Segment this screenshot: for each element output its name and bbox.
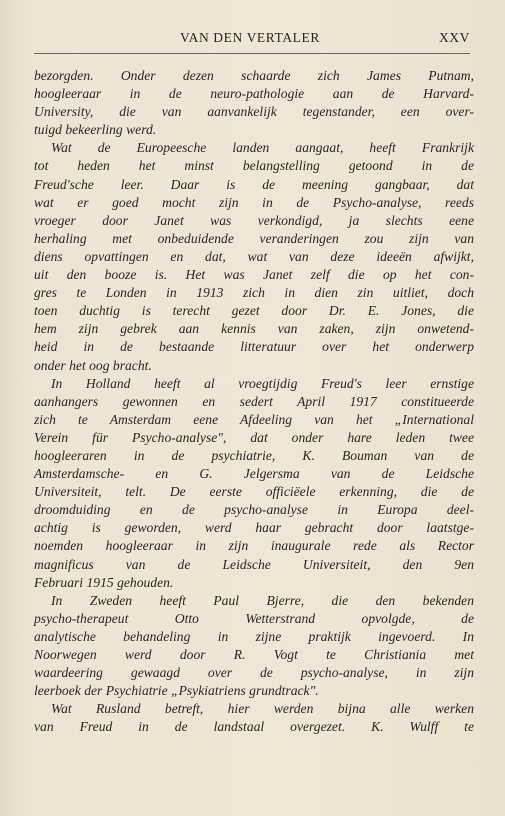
text-line: hoogleeraren in de psychiatrie, K. Bouman van de: [34, 447, 474, 463]
body-text: [34, 67, 474, 736]
text-line: wat er goed mocht zijn in de Psycho-analyse, reeds: [34, 194, 474, 210]
text-line: toen duchtig is terecht gezet door Dr. E. Jones, die: [34, 303, 474, 319]
text-line: zich te Amsterdam eene Afdeeling van het „International: [34, 411, 474, 427]
text-line: aanhangers gewonnen en sedert April 1917 constitueerde: [34, 393, 474, 409]
text-line: Noorwegen werd door R. Vogt te Christiania met: [34, 647, 474, 662]
text-line: tot heden het minst belangstelling getoond in de: [34, 158, 474, 174]
text-line: diens opvattingen en dat, wat van deze ideeën afwijkt,: [34, 248, 474, 264]
text-line: bezorgden. Onder dezen schaarde zich James Putnam,: [34, 68, 474, 83]
text-line: herhaling met onbeduidende veranderingen zou zijn van: [34, 230, 474, 246]
text-line: In Zweden heeft Paul Bjerre, die den bekenden: [51, 592, 474, 608]
text-line: uit den booze is. Het was Janet zelf die op het con-: [34, 267, 474, 283]
text-line: leerboek der Psychiatrie „Psykiatriens grundtrack".: [34, 683, 319, 699]
text-line: van Freud in de landstaal overgezet. K. Wulff te: [34, 719, 474, 735]
text-line: gres te Londen in 1913 zich in dien zin uitliet, doch: [34, 285, 474, 301]
text-line: magnificus van de Leidsche Universiteit, den 9en: [34, 556, 474, 572]
text-line: Amsterdamsche- en G. Jelgersma van de Leidsche: [34, 466, 474, 482]
text-line: achtig is geworden, werd haar gebracht door laatstge-: [34, 520, 474, 536]
running-title: VAN DEN VERTALER: [180, 30, 320, 45]
page-number: XXV: [438, 30, 470, 45]
text-line: Wat Rusland betreft, hier werden bijna alle werken: [51, 701, 474, 717]
text-line: In Holland heeft al vroegtijdig Freud's leer ernstige: [51, 375, 474, 391]
text-line: noemden hoogleeraar in zijn inaugurale rede als Rector: [34, 538, 474, 554]
text-line: vroeger door Janet was verkondigd, ja slechts eene: [34, 212, 474, 228]
text-line: Wat de Europeesche landen aangaat, heeft Frankrijk: [51, 140, 474, 156]
text-line: tuigd bekeerling werd.: [34, 122, 157, 138]
text-line: Februari 1915 gehouden.: [34, 574, 174, 590]
text-line: heid in de bestaande litteratuur over het onderwerp: [34, 339, 474, 355]
text-line: Freud'sche leer. Daar is de meening gangbaar, dat: [34, 176, 474, 192]
text-line: hoogleeraar in de neuro-pathologie aan de Harvard-: [34, 86, 474, 102]
text-line: psycho-therapeut Otto Wetterstrand opvolgde, de: [34, 610, 474, 626]
header-rule: [34, 53, 470, 54]
text-line: droomduiding en de psycho-analyse in Europa deel-: [34, 502, 474, 518]
text-line: hem zijn gebrek aan kennis van zaken, zijn onwetend-: [34, 321, 474, 337]
text-line: analytische behandeling in zijne praktijk ingevoerd. In: [34, 628, 474, 644]
text-line: University, die van aanvankelijk tegenstander, een over-: [34, 104, 474, 120]
running-header: [30, 30, 470, 50]
text-line: Universiteit, telt. De eerste officiëele erkenning, die de: [34, 484, 474, 500]
text-line: waardeering gewaagd over de psycho-analyse, in zijn: [34, 665, 474, 681]
text-line: onder het oog bracht.: [34, 357, 152, 373]
text-line: Verein für Psycho-analyse", dat onder hare leden twee: [34, 429, 474, 445]
